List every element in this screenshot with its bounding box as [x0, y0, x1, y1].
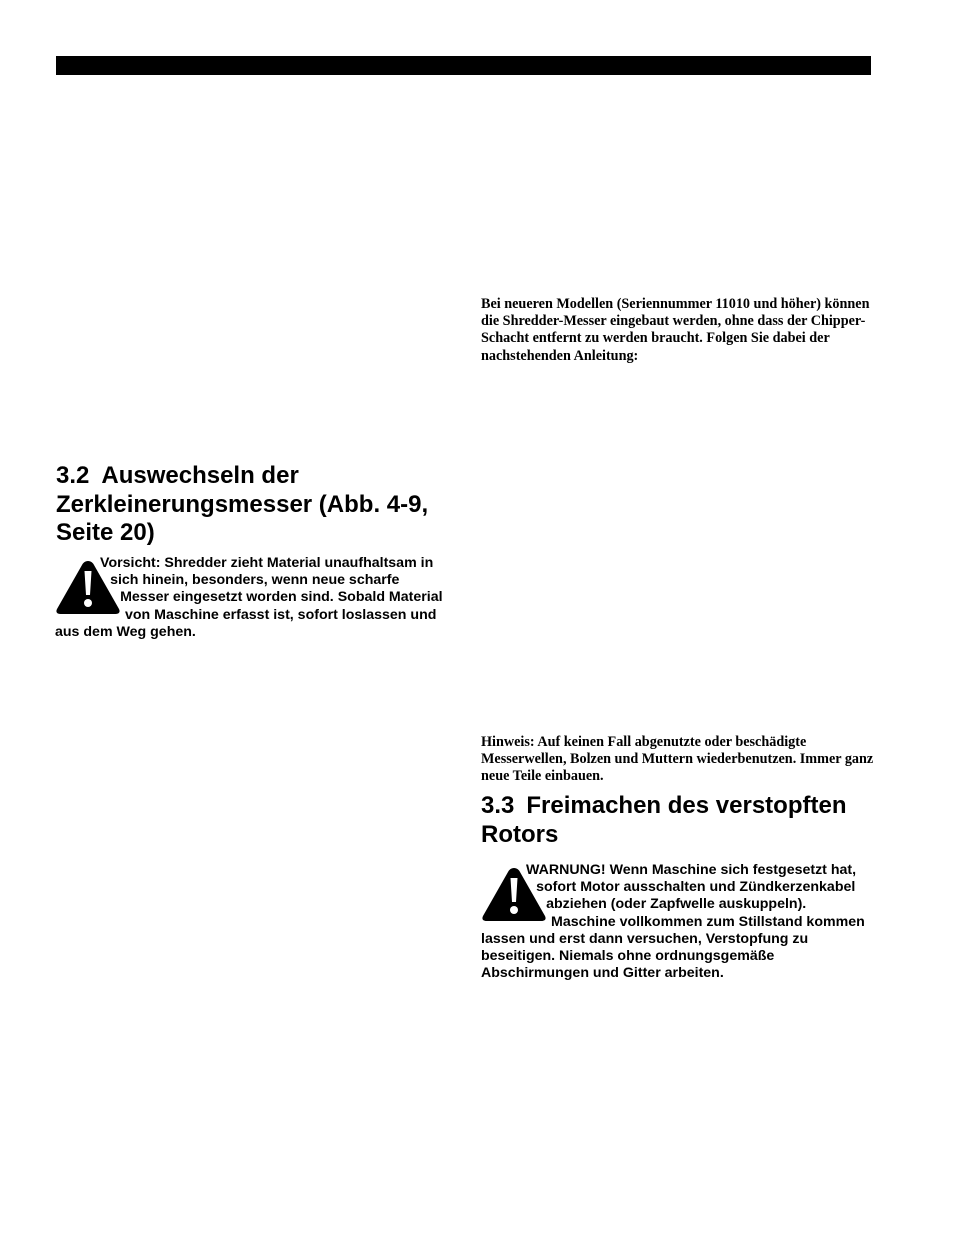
header-bar — [56, 56, 871, 75]
section-number: 3.2 — [56, 462, 90, 489]
section-title: Auswechseln der Zerkleinerungsmesser (Abb. 4-9, Seite 20) — [56, 462, 429, 546]
warning-text: WARNUNG! Wenn Maschine sich festgesetzt hat, sofort Motor ausschalten und Zündkerzenkabel abziehen (oder Zapfwelle auskuppeln). Maschine vollkommen zum Stillstand kommen lassen und erst dann versuchen, Verstopfung zu beseitigen. Niemals ohne ordnungsgemäße Abschirmungen und Gitter arbeiten. — [481, 862, 865, 982]
caution-text: Vorsicht: Shredder zieht Material unaufhaltsam in sich hinein, besonders, wenn neue scharfe Messer eingesetzt worden sind. Sobald Material von Maschine erfasst ist, sofort loslassen und aus dem Weg gehen. — [55, 555, 443, 640]
section-heading-3-3 — [481, 792, 881, 849]
section-heading-3-2 — [56, 462, 456, 548]
intro-paragraph: Bei neueren Modellen (Seriennummer 11010 und höher) können die Shredder-Messer eingebaut werden, ohne dass der Chipper-Schacht entfernt zu werden braucht. Folgen Sie dabei der nachstehenden Anleitung: — [481, 296, 870, 364]
caution-block — [55, 555, 447, 641]
section-number: 3.3 — [481, 792, 515, 819]
note-paragraph: Hinweis: Auf keinen Fall abgenutzte oder beschädigte Messerwellen, Bolzen und Muttern wiederbenutzen. Immer ganz neue Teile einbauen. — [481, 734, 874, 785]
section-title: Freimachen des verstopften Rotors — [481, 792, 847, 848]
warning-block — [481, 862, 873, 982]
